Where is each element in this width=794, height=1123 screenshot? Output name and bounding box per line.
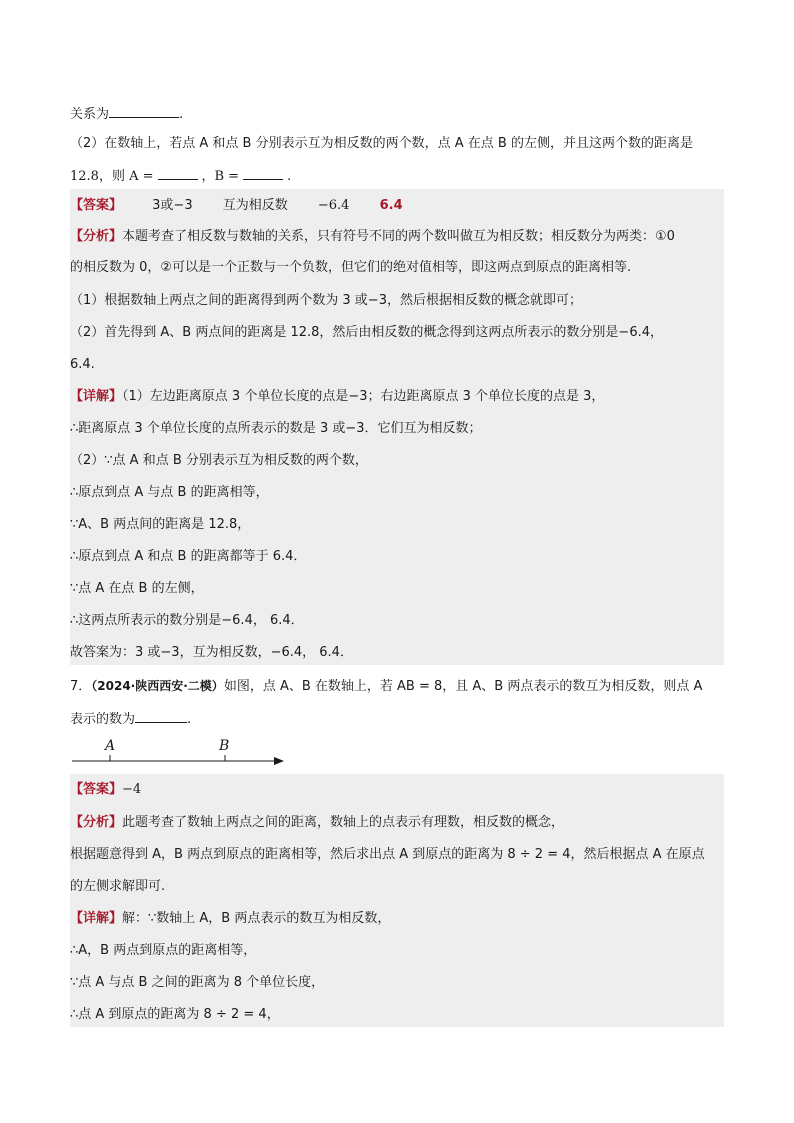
q6-detail-line8: ∴这两点所表示的数分别是−6.4， 6.4． (70, 613, 304, 628)
q6-answer-line (70, 196, 724, 216)
q7-answer-line (70, 780, 724, 800)
q7-answer: −4 (122, 782, 142, 797)
q7-source: （2024·陕西西安·二模） (91, 679, 224, 693)
q6-analysis-line5: 6.4. (70, 357, 95, 372)
q7-answer-label: 【答案】 (70, 782, 123, 797)
q6-detail-label: 【详解】 (70, 389, 123, 404)
q6-detail-line5: ∵A、B 两点间的距离是 12.8， (70, 517, 251, 532)
q6-answer-2: 互为相反数 (222, 198, 288, 213)
q7-detail-line3: ∵点 A 与点 B 之间的距离为 8 个单位长度， (70, 975, 325, 990)
q6-analysis-line3: （1）根据数轴上两点之间的距离得到两个数为 3 或−3，然后根据相反数的概念就即可； (70, 293, 582, 308)
label-b: B (219, 738, 230, 754)
q7-number-line-figure (70, 736, 290, 770)
q6-blank-1 (109, 103, 179, 118)
q6-blank-a (158, 165, 198, 180)
q6-analysis-line4: （2）首先得到 A、B 两点间的距离是 12.8，然后由相反数的概念得到这两点所表示的数分别是−6.4， (70, 325, 663, 340)
q6-analysis-line2: 的相反数为 0，②可以是一个正数与一个负数，但它们的绝对值相等，即这两点到原点的距离相等. (70, 260, 632, 275)
q7-detail-line1: 【详解】解：∵数轴上 A，B 两点表示的数互为相反数， (70, 911, 391, 926)
q6-detail-line6: ∴原点到点 A 和点 B 的距离都等于 6.4． (70, 549, 307, 564)
q6-part2-line1: （2）在数轴上，若点 A 和点 B 分别表示互为相反数的两个数，点 A 在点 B 的左侧，并且这两个数的距离是 (70, 136, 693, 151)
q6-detail-line3: （2）∵点 A 和点 B 分别表示互为相反数的两个数， (70, 453, 368, 468)
q6-answer-label: 【答案】 (70, 198, 123, 213)
q7-stem-line2: 表示的数为 . (70, 708, 724, 730)
q7-analysis-label: 【分析】 (70, 815, 123, 830)
q6-tail-line: 关系为 . (70, 103, 724, 125)
q6-answer-4: 6.4 (379, 198, 403, 213)
q6-part2-line2: 12.8，则 A = ，B = . (70, 165, 724, 187)
q6-analysis-line1: 【分析】本题考查了相反数与数轴的关系，只有符号不同的两个数叫做互为相反数；相反数分为两类：①0 (70, 229, 675, 244)
q6-analysis-label: 【分析】 (70, 229, 123, 244)
q7-detail-label: 【详解】 (70, 911, 123, 926)
q6-answer-3: −6.4 (317, 198, 350, 213)
q7-analysis-line3: 的左侧求解即可. (70, 879, 166, 894)
q6-detail-line1: 【详解】（1）左边距离原点 3 个单位长度的点是−3；右边距离原点 3 个单位长度的点是 3， (70, 389, 605, 404)
q7-analysis-line2: 根据题意得到 A，B 两点到原点的距离相等，然后求出点 A 到原点的距离为 8 ÷ 2 = 4，然后根据点 A 在原点 (70, 847, 705, 862)
label-a: A (105, 738, 116, 754)
arrow-right-icon (274, 757, 284, 765)
q7-blank (135, 708, 187, 723)
q6-detail-line7: ∵点 A 在点 B 的左侧， (70, 581, 204, 596)
q7-stem-line1: 7．（2024·陕西西安·二模）如图，点 A、B 在数轴上，若 AB = 8，且 A、B 两点表示的数互为相反数，则点 A (70, 679, 703, 694)
q6-blank-b (243, 165, 283, 180)
q6-detail-line9: 故答案为：3 或−3，互为相反数，−6.4， 6.4． (70, 645, 353, 660)
q7-detail-line4: ∴点 A 到原点的距离为 8 ÷ 2 = 4， (70, 1007, 280, 1022)
q7-detail-line2: ∴A，B 两点到原点的距离相等， (70, 943, 257, 958)
q7-analysis-line1: 【分析】此题考查了数轴上两点之间的距离，数轴上的点表示有理数，相反数的概念， (70, 815, 565, 830)
q6-answer-1: 3或−3 (152, 198, 193, 213)
q6-detail-line2: ∴距离原点 3 个单位长度的点所表示的数是 3 或−3．它们互为相反数； (70, 421, 482, 436)
q6-tail-text: 关系为 (70, 107, 110, 122)
q7-number: 7． (70, 679, 92, 694)
q6-detail-line4: ∴原点到点 A 与点 B 的距离相等， (70, 485, 269, 500)
